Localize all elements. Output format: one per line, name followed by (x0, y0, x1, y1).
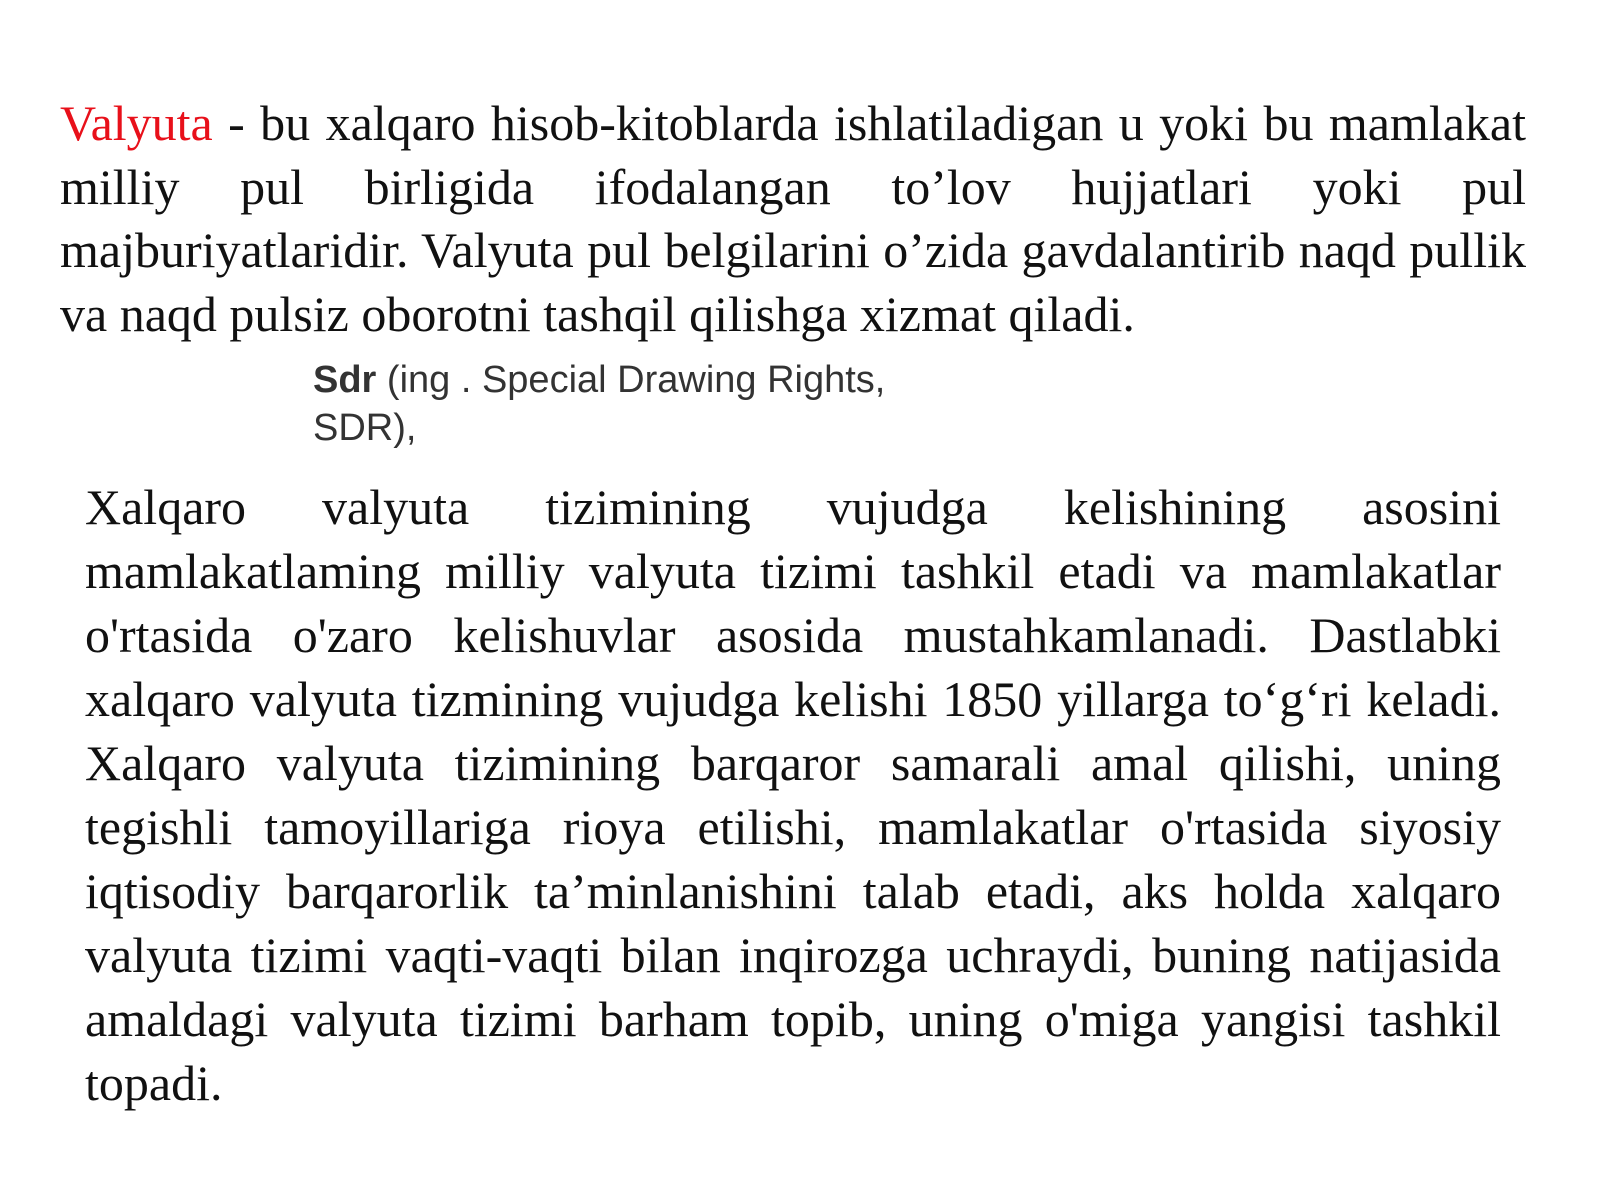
valyuta-definition-paragraph (60, 92, 1526, 346)
international-currency-system-paragraph: Xalqaro valyuta tizimining vujudga kelishining asosini mamlakatlaming milliy valyuta tizimi tashkil etadi va mamlakatlar o'rtasida o'zaro kelishuvlar asosida mustahkamlanadi. Dastlabki xalqaro valyuta tizmining vujudga kelishi 1850 yillarga to‘g‘ri keladi. Xalqaro valyuta tizimining barqaror samarali amal qilishi, uning tegishli tamoyillariga rioya etilishi, mamlakatlar o'rtasida siyosiy iqtisodiy barqarorlik ta’minlanishini talab etadi, aks holda xalqaro valyuta tizimi vaqti-vaqti bilan inqirozga uchraydi, buning natijasida amaldagi valyuta tizimi barham topib, uning o'miga yangisi tashkil topadi. (85, 479, 1501, 1111)
sdr-note (313, 356, 953, 452)
valyuta-definition-text: - bu xalqaro hisob-kitoblarda ishlatiladigan u yoki bu mamlakat milliy pul birligida ifodalangan to’lov hujjatlari yoki pul majburiyatlaridir. Valyuta pul belgilarini o’zida gavdalantirib naqd pullik va naqd pulsiz oborotni tashqil qilishga xizmat qiladi. (60, 95, 1526, 342)
sdr-term: Sdr (313, 359, 377, 401)
sdr-note-text: (ing . Special Drawing Rights, SDR), (313, 359, 886, 449)
valyuta-term: Valyuta (60, 95, 213, 151)
